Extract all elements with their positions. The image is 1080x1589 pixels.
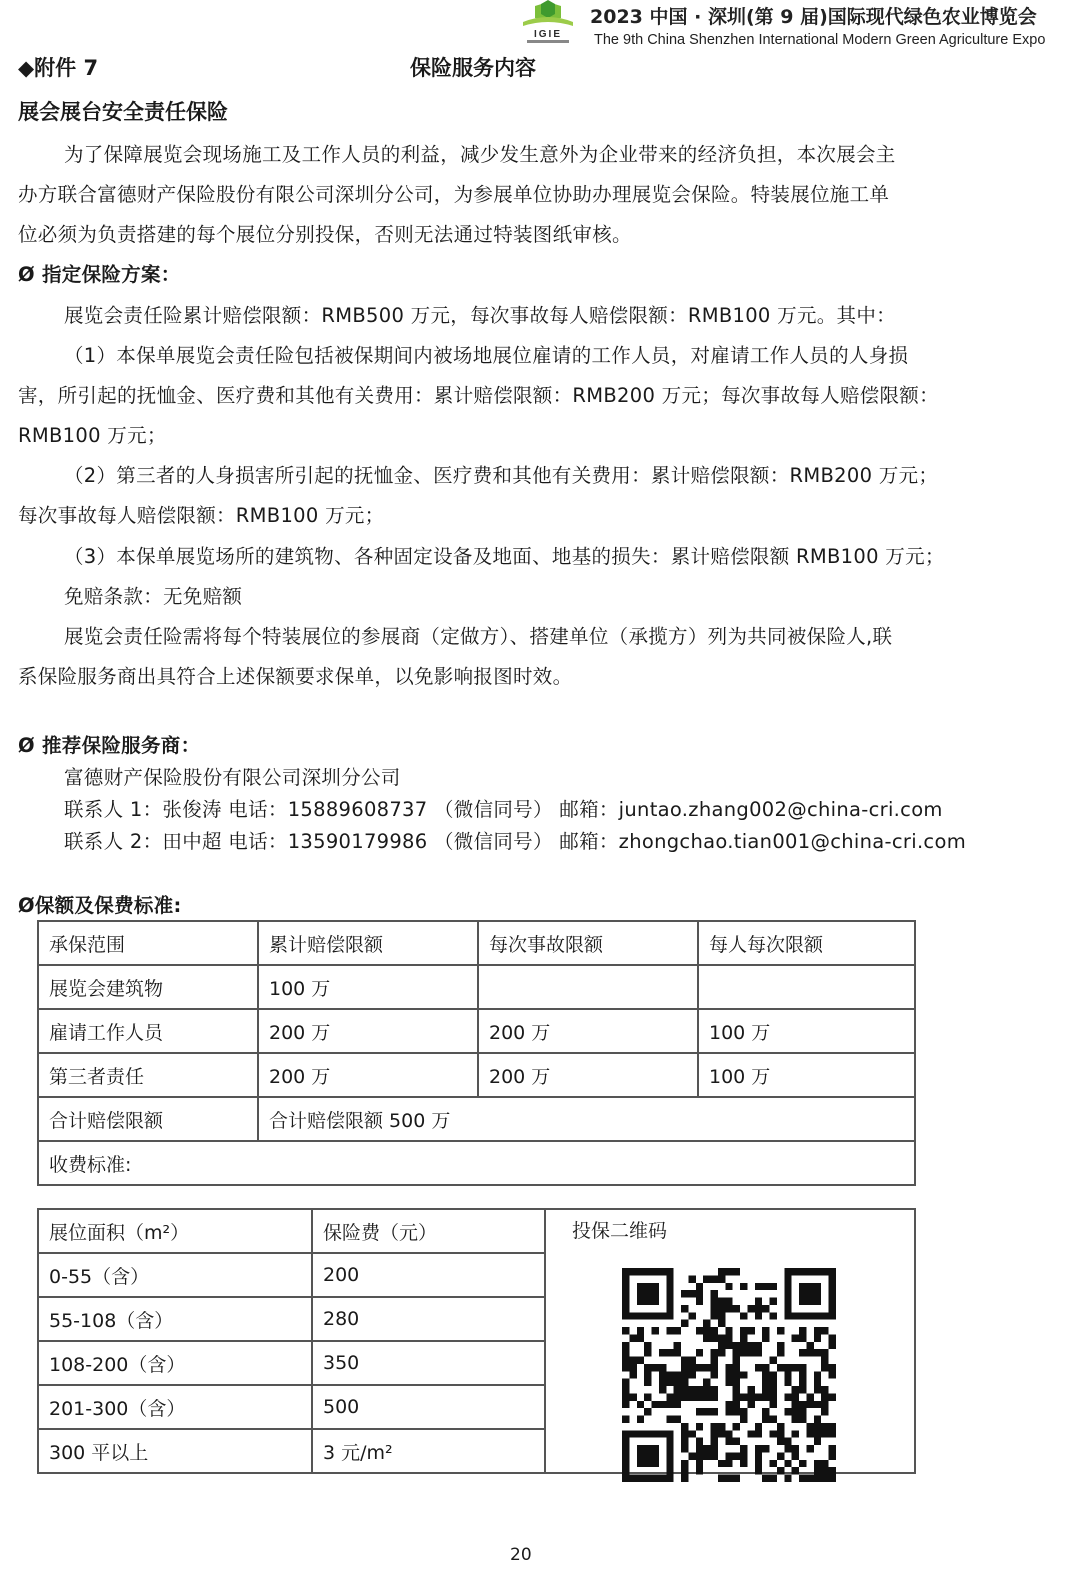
table-cell: 200 万 <box>258 1053 478 1097</box>
plan-line: 免赔条款：无免赔额 <box>64 585 243 608</box>
plan-line: （1）本保单展览会责任险包括被保期间内被场地展位雇请的工作人员，对雇请工作人员的人身损 <box>64 344 909 367</box>
table-cell: 展览会建筑物 <box>38 965 258 1009</box>
header-title-en: The 9th China Shenzhen International Modern Green Agriculture Expo <box>594 32 1046 48</box>
annex-label: ◆附件 7 <box>18 56 99 80</box>
table-cell: 200 <box>312 1253 545 1297</box>
table-cell: 100 万 <box>258 965 478 1009</box>
plan-line: 展览会责任险需将每个特装展位的参展商（定做方）、搭建单位（承揽方）列为共同被保险人,联 <box>64 625 893 648</box>
table-cell: 第三者责任 <box>38 1053 258 1097</box>
table-cell: 500 <box>312 1385 545 1429</box>
plan-line: 系保险服务商出具符合上述保额要求保单，以免影响报图时效。 <box>18 665 573 688</box>
provider-company: 富德财产保险股份有限公司深圳分公司 <box>64 766 401 789</box>
table-cell: 0-55（含） <box>38 1253 312 1297</box>
section-title: 展会展台安全责任保险 <box>18 100 228 124</box>
table-header-cell: 展位面积（m²） <box>38 1209 312 1253</box>
table-cell: 200 万 <box>258 1009 478 1053</box>
qr-code-icon[interactable] <box>622 1268 836 1482</box>
table-row <box>38 1053 915 1097</box>
intro-line: 办方联合富德财产保险股份有限公司深圳分公司，为参展单位协助办理展览会保险。特装展位施工单 <box>18 183 890 206</box>
table-cell: 3 元/m² <box>312 1429 545 1473</box>
table-total-row <box>38 1097 915 1141</box>
table-cell: 200 万 <box>478 1009 698 1053</box>
table-cell: 合计赔偿限额 500 万 <box>258 1097 915 1141</box>
plan-line: （3）本保单展览场所的建筑物、各种固定设备及地面、地基的损失：累计赔偿限额 RMB100 万元； <box>64 545 945 568</box>
table-header-cell: 累计赔偿限额 <box>258 921 478 965</box>
plan-line: 害，所引起的抚恤金、医疗费和其他有关费用：累计赔偿限额：RMB200 万元；每次事故每人赔偿限额： <box>18 384 939 407</box>
intro-line: 为了保障展览会现场施工及工作人员的利益，减少发生意外为企业带来的经济负担，本次展会主 <box>64 143 896 166</box>
intro-line: 位必须为负责搭建的每个展位分别投保，否则无法通过特装图纸审核。 <box>18 223 632 246</box>
table-cell: 300 平以上 <box>38 1429 312 1473</box>
table-row <box>38 1009 915 1053</box>
table-cell: 收费标准: <box>38 1141 915 1185</box>
table-cell: 280 <box>312 1297 545 1341</box>
table-cell: 雇请工作人员 <box>38 1009 258 1053</box>
qr-cell <box>545 1209 915 1473</box>
table-header-cell: 每次事故限额 <box>478 921 698 965</box>
table-cell: 55-108（含） <box>38 1297 312 1341</box>
table-row <box>38 965 915 1009</box>
table-cell: 100 万 <box>698 1009 915 1053</box>
table-header-row <box>38 1209 915 1253</box>
fee-table <box>37 1208 916 1474</box>
document-title: 保险服务内容 <box>410 56 536 80</box>
header-title-cn: 2023 中国 · 深圳(第 9 届)国际现代绿色农业博览会 <box>590 6 1037 28</box>
provider-contact: 联系人 2：田中超 电话：13590179986 （微信同号） 邮箱：zhongchao.tian001@china-cri.com <box>64 830 966 853</box>
coverage-table <box>37 920 916 1186</box>
table-header-row <box>38 921 915 965</box>
plan-line: 展览会责任险累计赔偿限额：RMB500 万元，每次事故每人赔偿限额：RMB100 万元。其中： <box>64 304 896 327</box>
table-cell: 108-200（含） <box>38 1341 312 1385</box>
plan-line: （2）第三者的人身损害所引起的抚恤金、医疗费和其他有关费用：累计赔偿限额：RMB200 万元； <box>64 464 939 487</box>
table-cell: 201-300（含） <box>38 1385 312 1429</box>
table-cell: 350 <box>312 1341 545 1385</box>
expo-logo-icon <box>515 0 581 46</box>
table-cell <box>478 965 698 1009</box>
table-header-cell: 承保范围 <box>38 921 258 965</box>
fee-label-row <box>38 1141 915 1185</box>
table-cell <box>698 965 915 1009</box>
table-header-cell: 保险费（元） <box>312 1209 545 1253</box>
page-number: 20 <box>510 1545 532 1565</box>
table-header-cell: 每人每次限额 <box>698 921 915 965</box>
table-cell: 200 万 <box>478 1053 698 1097</box>
coverage-heading: Ø保额及保费标准: <box>18 894 182 917</box>
plan-heading: Ø 指定保险方案： <box>18 263 181 286</box>
provider-heading: Ø 推荐保险服务商： <box>18 734 201 757</box>
table-cell: 100 万 <box>698 1053 915 1097</box>
plan-line: RMB100 万元； <box>18 424 167 447</box>
qr-label: 投保二维码 <box>572 1220 668 1242</box>
table-cell: 合计赔偿限额 <box>38 1097 258 1141</box>
provider-contact: 联系人 1：张俊涛 电话：15889608737 （微信同号） 邮箱：juntao.zhang002@china-cri.com <box>64 798 943 821</box>
plan-line: 每次事故每人赔偿限额：RMB100 万元； <box>18 504 385 527</box>
logo-text: IGIE <box>533 29 563 40</box>
